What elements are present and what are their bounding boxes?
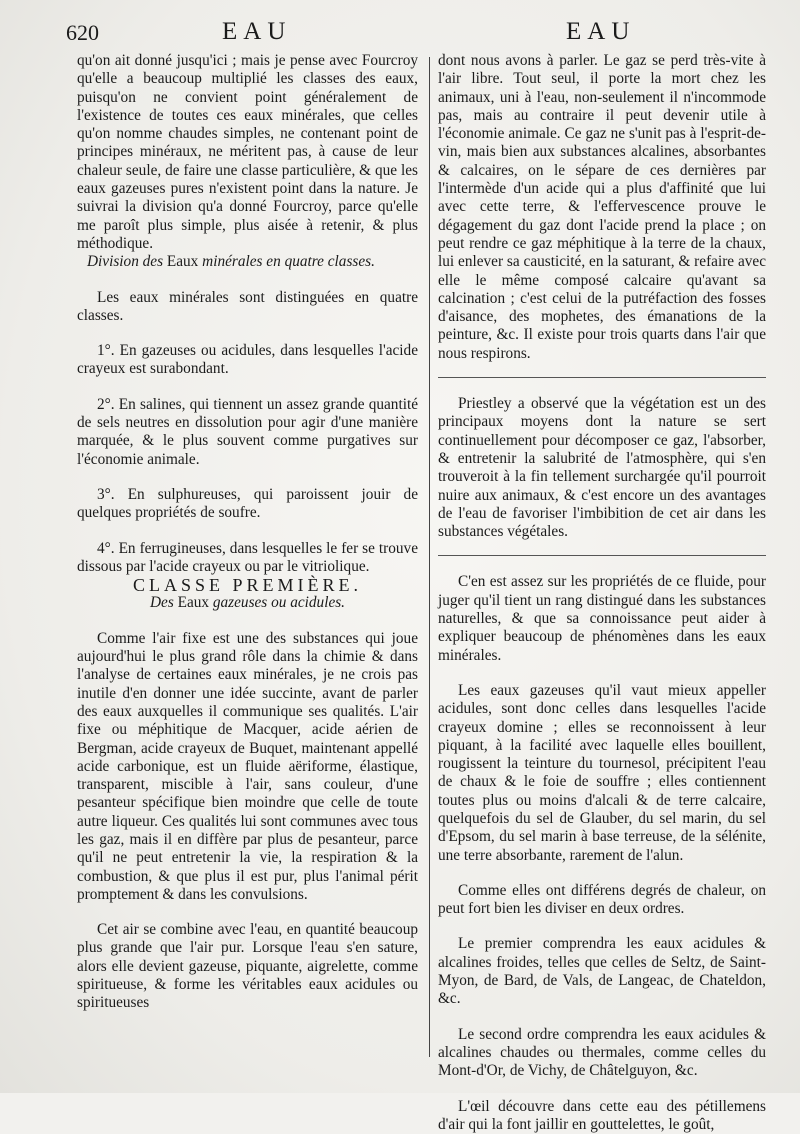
section-heading-eaux: Eaux [166,253,199,271]
running-head-right: EAU [566,18,636,45]
subsection-heading-eaux: Eaux [177,594,210,612]
list-item: 3°. En sulphureuses, qui paroissent jouir de quelques propriétés de soufre. [77,485,418,522]
paragraph: Le second ordre comprendra les eaux acidules & alcalines chaudes ou thermales, comme celles du Mont-d'Or, de Vichy, de Châtelguyon, &c. [438,1025,766,1080]
section-heading [77,253,418,271]
left-column [77,52,418,1013]
column-divider [429,57,430,1057]
list-item: 4°. En ferrugineuses, dans lesquelles le fer se trouve dissous par l'acide crayeux ou par le vitriolique. [77,539,418,575]
subsection-heading-suffix: gazeuses ou acidules. [212,594,346,612]
subsection-heading-prefix: Des [149,594,174,612]
subsection-heading [77,594,418,612]
paragraph: Les eaux gazeuses qu'il vaut mieux appeller acidules, sont donc celles dans lesquelles l'acide crayeux domine ; elles se reconnoissent à leur piquant, à la facilité avec laquelle elles bouillent, rougissent la teinture du tournesol, précipitent l'eau de chaux & le foie de souffre ; elles contiennent toutes plus ou moins d'alcali & de terre calcaire, quelquefois du sel de Glauber, du sel marin, du sel d'Epsom, du sel marin à base terreuse, de la sélénite, une terre absorbante, rarement de l'alun. [438,681,766,864]
paragraph: C'en est assez sur les propriétés de ce fluide, pour juger qu'il tient un rang distingué dans les substances naturelles, & que sa connoissance peut aider à expliquer beaucoup de phénomènes dans les eaux minérales. [438,573,766,664]
section-heading-suffix: minérales en quatre classes. [202,253,375,271]
paragraph: Comme l'air fixe est une des substances qui joue aujourd'hui le plus grand rôle dans la chimie & dans l'analyse de certaines eaux minérales, je ne crois pas inutile d'en donner une idée succinte, avant de parler des eaux auxquelles il communique ses qualités. L'air fixe ou méphitique de Macquer, acide aérien de Bergman, acide crayeux de Buquet, maintenant appellé acide carbonique, est un fluide aëriforme, élastique, transparent, miscible à l'air, sans couleur, d'une pesanteur spécifique bien moindre que celle de toute autre liqueur. Ces qualités lui sont communes avec tous les gaz, mais il en diffère par plus de pesanteur, parce qu'il ne peut entretenir la vie, la respiration & la combustion, & que plus il est pur, plus l'animal périt promptement & dans les convulsions. [77,629,418,903]
paragraph: Cet air se combine avec l'eau, en quantité beaucoup plus grande que l'air pur. Lorsque l'eau s'en sature, alors elle devient gazeuse, piquante, aigrelette, comme spiritueuse, & forme les véritables eaux acidules ou spiritueuses [77,921,418,1012]
paragraph: Priestley a observé que la végétation est un des principaux moyens dont la nature se sert continuellement pour décomposer ce gaz, l'absorber, & entretenir la salubrité de l'atmosphère, qui s'en trouveroit à la fin tellement surchargée qu'il pourroit nuire aux animaux, & c'est encore un des avantages de l'eau de favoriser l'imbibition de cet air dans les substances végétales. [438,395,766,541]
paragraph: qu'on ait donné jusqu'ici ; mais je pense avec Fourcroy qu'elle a beaucoup multiplié les classes des eaux, puisqu'on ne convient point généralement de l'existence de toutes ces eaux minérales, que celles qu'on nomme chaudes simples, ne contenant point de principes minéraux, ne méritent pas, à cause de leur chaleur seule, de faire une classe particulière, & que les eaux gazeuses pures n'existent point dans la nature. Je suivrai la division qu'a donné Fourcroy, parce qu'elle me paroît plus simple, plus aisée à retenir, & plus méthodique. [77,52,418,252]
paragraph: Comme elles ont différens degrés de chaleur, on peut fort bien les diviser en deux ordres. [438,881,766,918]
list-item: 2°. En salines, qui tiennent un assez grande quantité de sels neutres en dissolution pour agir d'une manière marquée, & le plus souvent comme purgatives sur l'économie animale. [77,395,418,468]
page-number: 620 [66,20,99,45]
section-rule [438,377,766,378]
class-heading: CLASSE PREMIÈRE. [132,575,363,596]
paragraph: Les eaux minérales sont distinguées en quatre classes. [77,288,418,324]
running-head-left: EAU [222,18,292,45]
right-column [438,52,766,1134]
paragraph: Le premier comprendra les eaux acidules & alcalines froides, telles que celles de Seltz, de Saint-Myon, de Bard, de Vals, de Langeac, de Chateldon, &c. [438,935,766,1008]
section-heading-prefix: Division des [87,253,164,271]
paragraph: dont nous avons à parler. Le gaz se perd très-vite à l'air libre. Tout seul, il porte la mort chez les animaux, uni à l'eau, non-seulement il n'incommode pas, mais au contraire il peut devenir utile à l'économie animale. Ce gaz ne s'unit pas à l'esprit-de-vin, mais bien aux substances alcalines, absorbantes & calcaires, on le sépare de ces dernières par l'intermède d'un acide qui a plus d'affinité que lui avec cette terre, & l'effervescence prouve le dégagement du gaz dont l'acide prend la place ; on peut rendre ce gaz méphitique à la terre de la chaux, lui enlever sa causticité, en la saturant, & refaire avec elle le même composé calcaire qu'avant sa calcination ; c'est celui de la putréfaction des fosses d'aisance, des mophetes, des émanations de la peinture, &c. Il existe pour trois quarts dans l'air que nous respirons. [438,52,766,362]
page-header [0,18,800,52]
list-item: 1°. En gazeuses ou acidules, dans lesquelles l'acide crayeux est surabondant. [77,342,418,378]
section-rule [438,555,766,556]
paragraph: L'œil découvre dans cette eau des pétillemens d'air qui la font jaillir en gouttelettes, le goût, [438,1097,766,1133]
